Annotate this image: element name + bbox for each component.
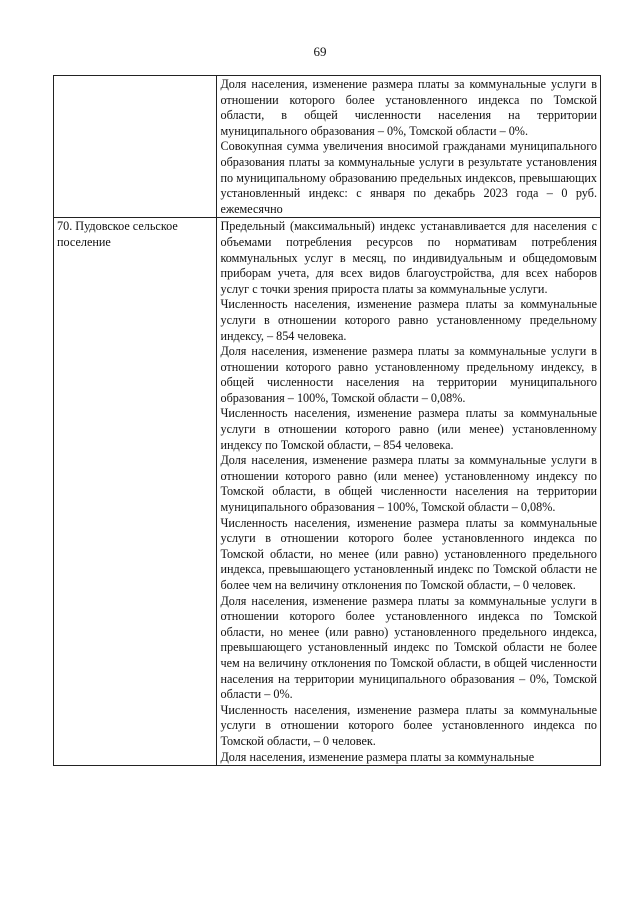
description-paragraph: Доля населения, изменение размера платы за коммунальные услуги в отношении которого равно установленному предельному индексу, в общей численности населения на территории муниципального образования – 100%, Томской области – 0,08%. <box>220 344 597 405</box>
municipality-cell: 70. Пудовское сельское поселение <box>54 218 217 766</box>
description-paragraph: Численность населения, изменение размера платы за коммунальные услуги в отношении которого более установленного индекса по Томской области, – 0 человек. <box>220 702 597 748</box>
description-paragraph: Численность населения, изменение размера платы за коммунальные услуги в отношении которого равно установленному предельному индексу, – 854 человека. <box>220 297 597 343</box>
document-table <box>53 75 601 766</box>
description-paragraph: Предельный (максимальный) индекс устанавливается для населения с объемами потребления ресурсов по нормативам потребления коммунальных услуг в месяц, по индивидуальным и общедомовым приборам учета, для всех видов благоустройства, для всех наборов услуг с точки зрения прироста платы за коммунальные услуги. <box>220 219 597 296</box>
description-paragraph: Доля населения, изменение размера платы за коммунальные услуги в отношении которого более установленного индекса по Томской области, но менее (или равно) установленного предельного индекса, превышающего установленный индекс по Томской области не более чем на величину отклонения по Томской области, в общей численности населения на территории муниципального образования – 0%, Томской области – 0%. <box>220 593 597 702</box>
table-row <box>54 218 601 766</box>
description-cell <box>217 218 601 766</box>
page-number: 69 <box>313 44 327 59</box>
description-paragraph: Доля населения, изменение размера платы за коммунальные услуги в отношении которого равно (или менее) установленному индексу по Томской области, в общей численности населения на территории муниципального образования – 100%, Томской области – 0,08%. <box>220 453 597 515</box>
table-row <box>54 76 601 218</box>
description-paragraph: Совокупная сумма увеличения вносимой гражданами муниципального образования платы за коммунальные услуги в результате установления по муниципальному образованию предельных индексов, превышающих установленный индекс: с января по декабрь 2023 года – 0 руб. ежемесячно <box>220 139 597 216</box>
description-paragraph: Доля населения, изменение размера платы за коммунальные услуги в отношении которого более установленного индекса по Томской области, в общей численности населения на территории муниципального образования – 0%, Томской области – 0%. <box>220 77 597 138</box>
description-paragraph: Доля населения, изменение размера платы за коммунальные <box>220 749 535 764</box>
description-paragraph: Численность населения, изменение размера платы за коммунальные услуги в отношении которого более установленного индекса по Томской области, но менее (или равно) установленного предельного индекса, превышающего установленный индекс по Томской области не более чем на величину отклонения по Томской области, – 0 человек. <box>220 515 597 592</box>
description-cell <box>217 76 601 218</box>
municipality-cell <box>54 76 217 218</box>
description-paragraph: Численность населения, изменение размера платы за коммунальные услуги в отношении которого равно (или менее) установленному индексу по Томской области, – 854 человека. <box>220 406 597 452</box>
